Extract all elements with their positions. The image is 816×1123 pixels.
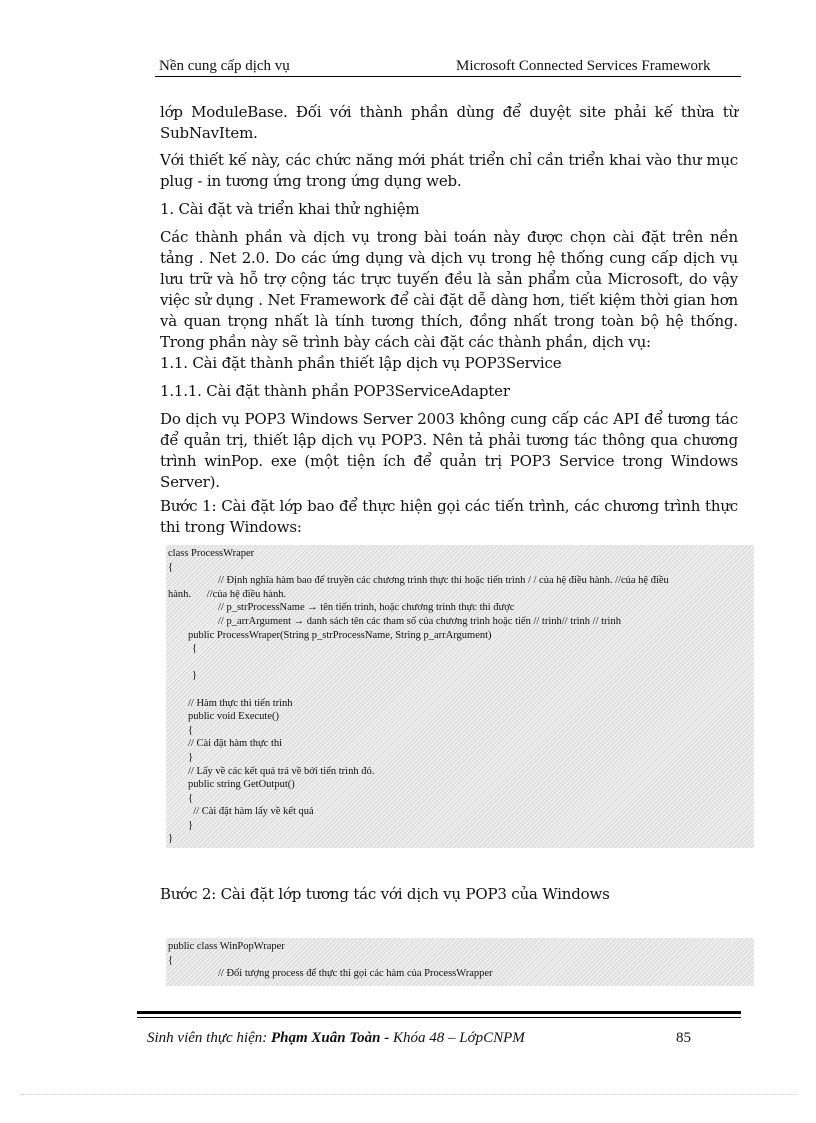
code-line: }	[168, 833, 174, 845]
section-heading-1-1-1: 1.1.1. Cài đặt thành phần POP3ServiceAdapter	[160, 382, 510, 400]
code-line: class ProcessWraper	[168, 548, 255, 559]
code-line: public void Execute()	[188, 711, 279, 723]
code-block-winpop-wraper	[166, 938, 754, 986]
code-line	[168, 683, 754, 697]
code-line: public string GetOutput()	[188, 779, 295, 791]
code-line: public ProcessWraper(String p_strProcessName, String p_arrArgument)	[188, 629, 492, 641]
code-line: // p_strProcessName → tên tiến trình, hoặc chương trình thực thi được	[218, 602, 515, 614]
code-line: // p_arrArgument → danh sách tên các tham số của chương trình hoặc tiến // trình// trình // trình	[218, 615, 621, 627]
code-line: // Định nghĩa hàm bao để truyền các chương trình thực thi hoặc tiến trình / / của hệ điều hành. //của hệ điều	[218, 575, 669, 587]
code-line: }	[188, 819, 194, 831]
paragraph-4: Do dịch vụ POP3 Windows Server 2003 không cung cấp các API để tương tác để quản trị, thiết lập dịch vụ POP3. Nên tả phải tương tác thông qua chương trình winPop. exe (một tiện ích để quản trị POP3 Service trong Windows Server).	[160, 410, 738, 491]
code-block-process-wraper	[166, 545, 754, 848]
step-2-text: Bước 2: Cài đặt lớp tương tác với dịch vụ POP3 của Windows	[160, 885, 610, 903]
code-line: hành. //của hệ điều hành.	[168, 588, 287, 600]
section-heading-1-1: 1.1. Cài đặt thành phần thiết lập dịch vụ POP3Service	[160, 354, 562, 372]
code-line: // Lấy về các kết quả trả về bởi tiến trình đó.	[188, 765, 375, 777]
code-line: // Đối tượng process để thực thi gọi các hàm của ProcessWrapper	[218, 968, 493, 980]
paragraph-2: Với thiết kế này, các chức năng mới phát triển chỉ cần triển khai vào thư mục plug - in tương ứng trong ứng dụng web.	[160, 151, 738, 190]
paragraph-3: Các thành phần và dịch vụ trong bài toán này được chọn cài đặt trên nền tảng . Net 2.0. Do các ứng dụng và dịch vụ trong hệ thống cung cấp dịch vụ lưu trữ và hỗ trợ cộng tác trực tuyến đều là sản phẩm của Microsoft, do vậy việc sử dụng . Net Framework để cài đặt dễ dàng hơn, tiết kiệm thời gian hơn và quan trọng nhất là tính tương thích, đồng nhất trong toàn bộ hệ thống. Trong phần này sẽ trình bày cách cài đặt các thành phần, dịch vụ:	[160, 228, 738, 351]
page-number: 85	[676, 1030, 691, 1046]
footer-rule-thin	[137, 1017, 741, 1018]
footer-name: Phạm Xuân Toàn -	[270, 1030, 390, 1046]
code-line: }	[192, 670, 198, 682]
code-line: {	[188, 724, 194, 736]
page-bottom-divider	[20, 1094, 796, 1095]
code-line: // Cài đặt hàm lấy về kết quả	[188, 806, 314, 818]
code-line: {	[188, 792, 194, 804]
code-line: // Hàm thực thi tiến trình	[188, 697, 293, 709]
code-line: public class WinPopWraper	[168, 941, 285, 952]
footer-rule-thick	[137, 1011, 741, 1014]
footer-suffix: Khóa 48 – LớpCNPM	[389, 1030, 525, 1046]
code-line: }	[188, 751, 194, 763]
footer-author	[147, 1030, 525, 1047]
code-line: // Cài đặt hàm thực thi	[188, 738, 283, 750]
header-left: Nền cung cấp dịch vụ	[159, 58, 290, 74]
code-line: {	[192, 643, 198, 655]
paragraph-1: lớp ModuleBase. Đối với thành phần dùng để duyệt site phải kế thừa từ SubNavItem.	[160, 103, 738, 142]
step-1-text: Bước 1: Cài đặt lớp bao để thực hiện gọi các tiến trình, các chương trình thực thi trong Windows:	[160, 497, 738, 536]
header-rule	[155, 76, 741, 77]
code-line	[168, 656, 754, 670]
code-line: {	[168, 954, 174, 966]
section-heading-1: 1. Cài đặt và triển khai thử nghiệm	[160, 200, 420, 218]
footer-prefix: Sinh viên thực hiện:	[147, 1030, 271, 1046]
header-right: Microsoft Connected Services Framework	[456, 58, 711, 74]
code-line: {	[168, 561, 174, 573]
